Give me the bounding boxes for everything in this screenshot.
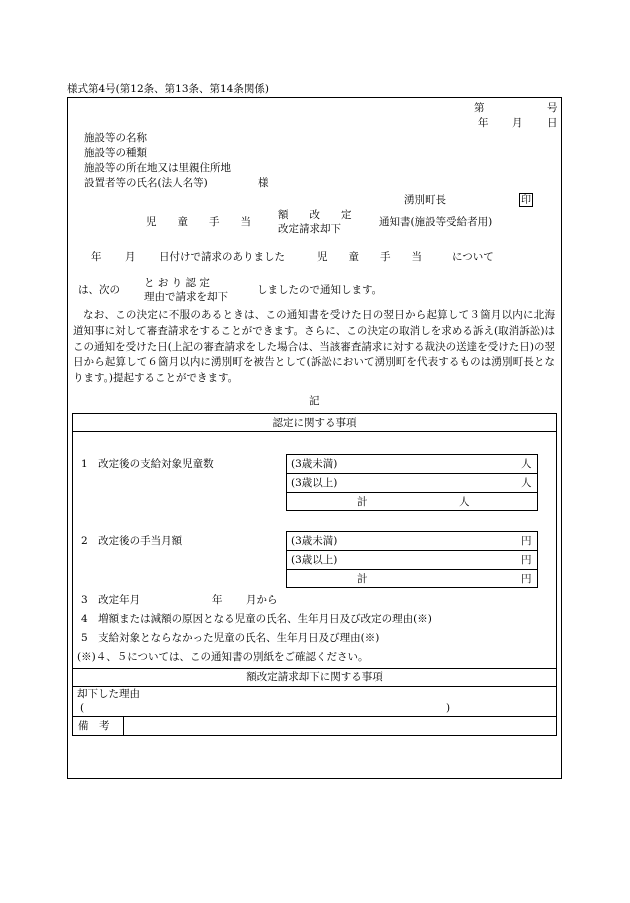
request-text: 日付けで請求のありました [159, 251, 285, 263]
item1-total-unit: 人 [459, 496, 470, 508]
facility-address-label: 施設等の所在地又は里親住所地 [84, 162, 231, 174]
rejection-reason-close-paren: ) [446, 702, 451, 714]
item2-row2-unit: 円 [521, 554, 532, 566]
item2-row-divider-2 [286, 569, 538, 570]
item2-row1-label: (3歳未満) [291, 535, 338, 547]
result-option-reject: 理由で請求を却下 [144, 291, 228, 303]
item3-year: 年 [212, 594, 223, 606]
notice-option-revision: 額 改 定 [278, 209, 352, 221]
item1-row2-unit: 人 [521, 477, 532, 489]
request-year: 年 [91, 251, 102, 263]
request-allowance: 児 童 手 当 [317, 251, 422, 263]
section-approval-divider [72, 431, 557, 432]
item1-row2-label: (3歳以上) [291, 477, 338, 489]
request-month: 月 [125, 251, 136, 263]
seal-icon: 印 [521, 195, 531, 206]
item3-month: 月から [246, 594, 278, 606]
section-rejection-divider [72, 686, 557, 687]
item1-row-divider-2 [286, 492, 538, 493]
item4-label: 4 増額または減額の原因となる児童の氏名、生年月日及び改定の理由(※) [81, 613, 432, 625]
item2-row-divider-1 [286, 550, 538, 551]
request-about: について [452, 251, 494, 263]
item2-total-label: 計 [357, 573, 368, 585]
ki-label: 記 [309, 395, 320, 407]
section-rejection-header: 額改定請求却下に関する事項 [246, 671, 383, 683]
issuer-title: 湧別町長 [404, 194, 446, 206]
item2-total-unit: 円 [521, 573, 532, 585]
sama-label: 様 [258, 177, 269, 189]
result-option-approve: と お り 認 定 [144, 277, 210, 289]
remarks-column-divider [123, 716, 124, 736]
notice-option-rejection: 改定請求却下 [278, 223, 341, 235]
appeal-paragraph: なお、この決定に不服のあるときは、この通知書を受けた日の翌日から起算して３箇月以内に北海道知事に対して審査請求をすることができます。さらに、この決定の取消しを求める訴え(取消訴訟)はこの通知を受けた日(上記の審査請求をした場合は、当該審査請求に対する裁決の送達を受けた日)の翌日から起算して６箇月以内に湧別町を被告として(訴訟において湧別町を代表するものは湧別町長となります。)提起することができます。 [73, 309, 555, 385]
number-go: 号 [547, 102, 558, 114]
item1-row1-label: (3歳未満) [291, 458, 338, 470]
item2-row1-unit: 円 [521, 535, 532, 547]
remarks-divider [72, 716, 557, 717]
result-suffix: しましたので通知します。 [257, 284, 383, 296]
section-approval-header: 認定に関する事項 [272, 417, 357, 429]
date-year: 年 [478, 117, 489, 129]
notice-allowance: 児 童 手 当 [146, 216, 251, 228]
rejection-reason-label: 却下した理由 [77, 688, 140, 700]
item1-row1-unit: 人 [521, 458, 532, 470]
item3-label: 3 改定年月 [81, 594, 141, 606]
section-approval-note: (※)４、５については、この通知書の別紙をご確認ください。 [77, 651, 369, 663]
item1-row-divider-1 [286, 473, 538, 474]
founder-name-label: 設置者等の氏名(法人名等) [84, 177, 208, 189]
item2-label: 2 改定後の手当月額 [81, 535, 183, 547]
item1-total-label: 計 [357, 496, 368, 508]
date-day: 日 [547, 117, 558, 129]
notice-suffix: 通知書(施設等受給者用) [379, 216, 493, 228]
number-dai: 第 [474, 102, 485, 114]
form-label: 様式第4号(第12条、第13条、第14条関係) [67, 83, 269, 95]
rejection-reason-open-paren: ( [80, 702, 85, 714]
facility-type-label: 施設等の種類 [84, 147, 147, 159]
item5-label: 5 支給対象とならなかった児童の氏名、生年月日及び理由(※) [81, 632, 380, 644]
item2-row2-label: (3歳以上) [291, 554, 338, 566]
date-month: 月 [512, 117, 523, 129]
result-prefix: は、次の [78, 284, 120, 296]
item1-label: 1 改定後の支給対象児童数 [81, 458, 214, 470]
remarks-label: 備 考 [78, 720, 110, 732]
facility-name-label: 施設等の名称 [84, 132, 147, 144]
